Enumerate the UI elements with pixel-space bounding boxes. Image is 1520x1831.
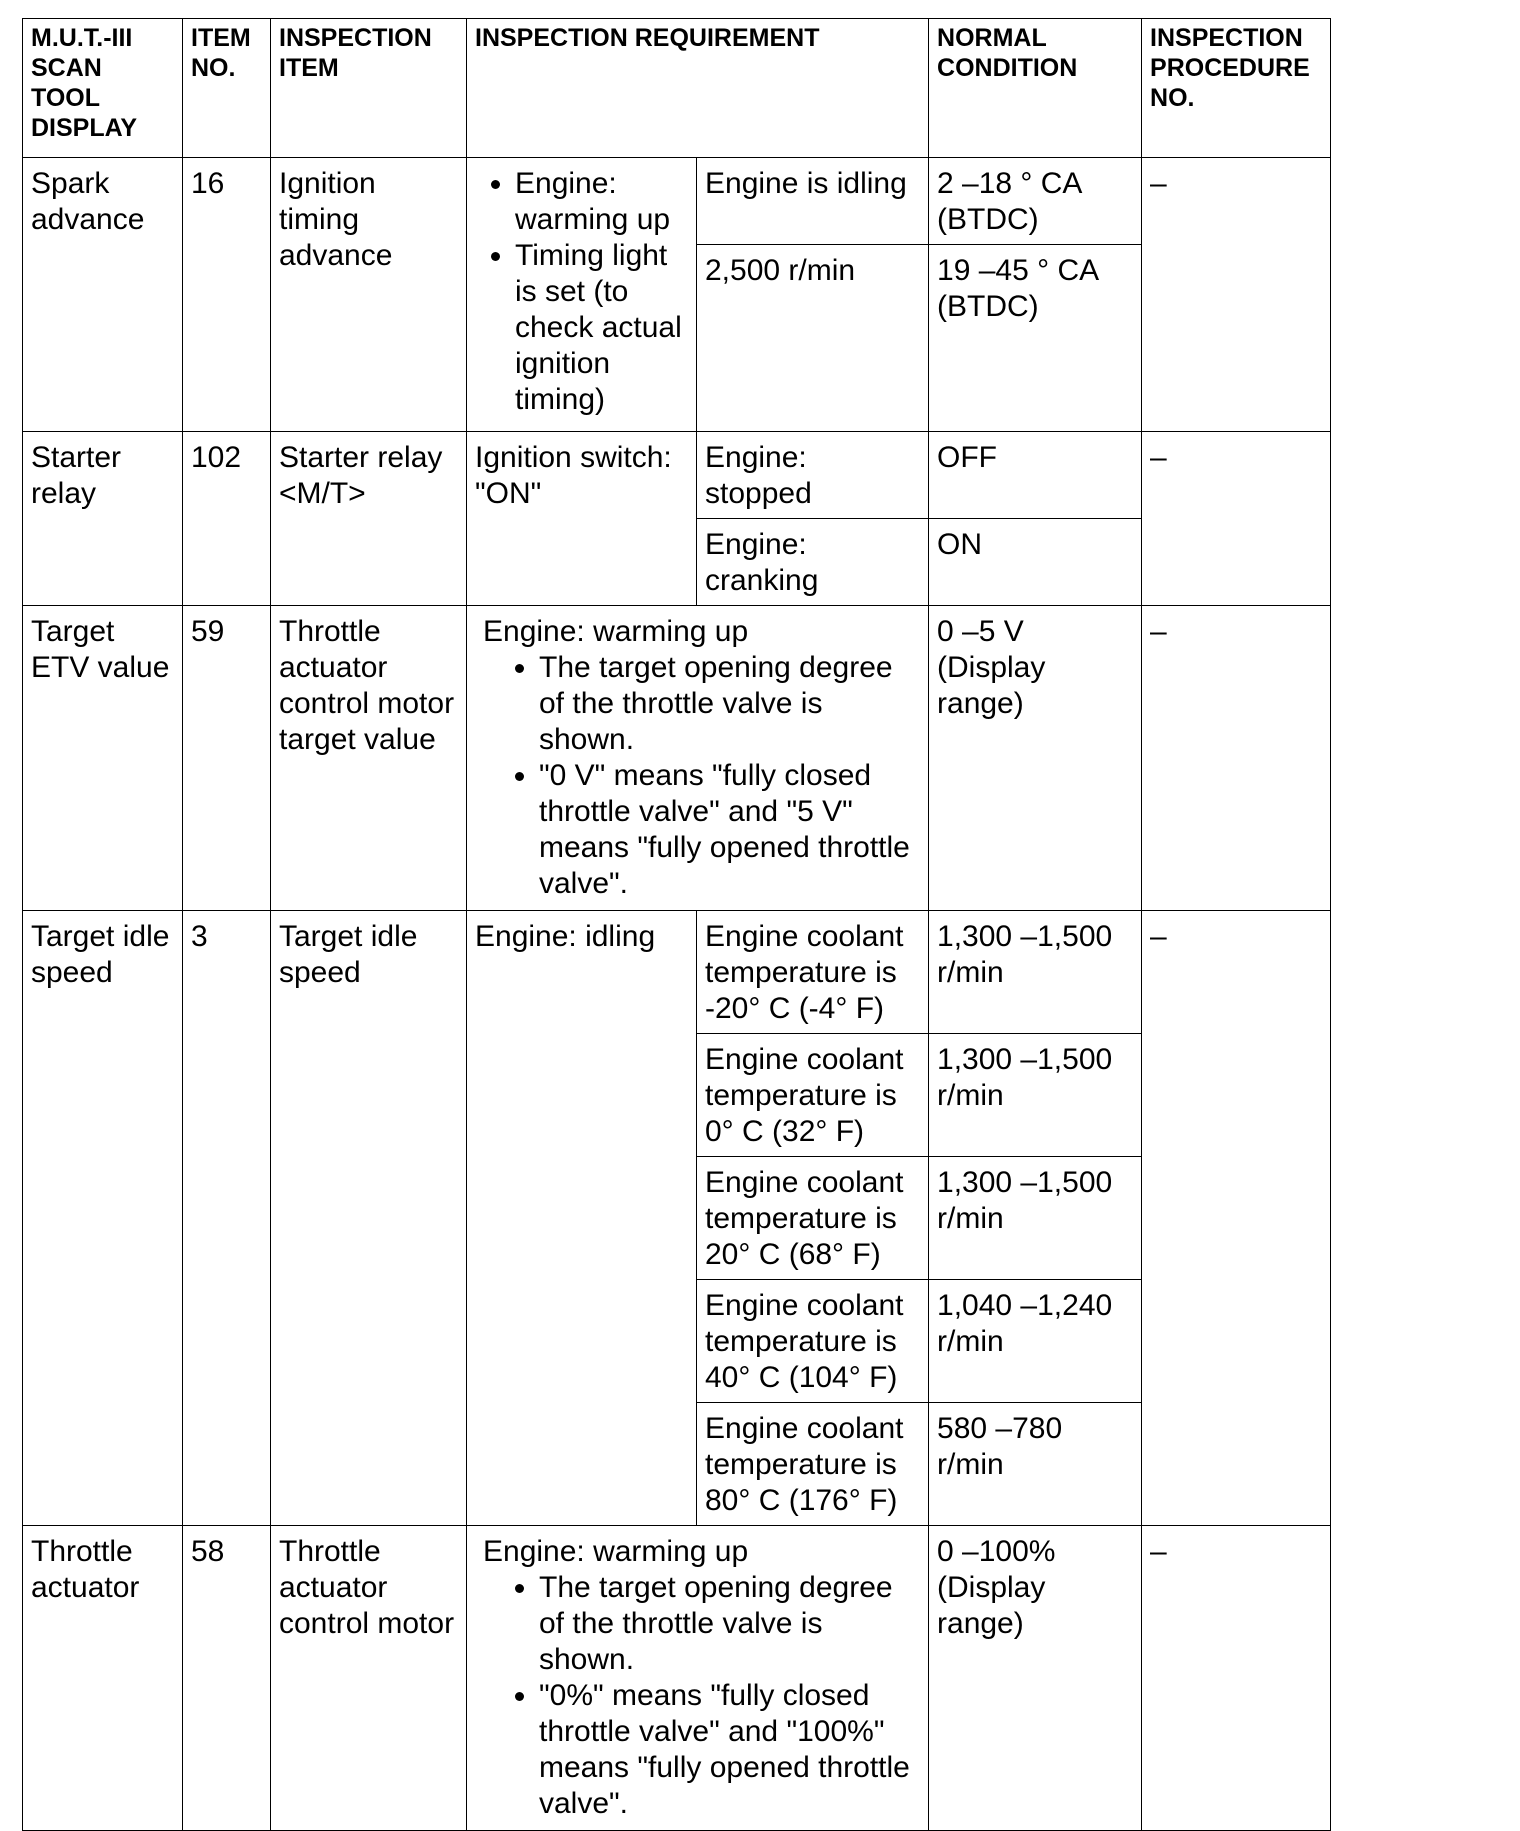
cell-normal: 1,300 –1,500 r/min bbox=[929, 911, 1142, 1034]
cell-display: Target ETV value bbox=[23, 606, 183, 911]
cell-item-no: 3 bbox=[183, 911, 271, 1526]
cell-condition: 2,500 r/min bbox=[697, 245, 929, 432]
cell-display: Spark advance bbox=[23, 158, 183, 432]
cell-condition: Engine: cranking bbox=[697, 519, 929, 606]
table-row bbox=[23, 158, 1331, 245]
requirement-bullets bbox=[475, 1570, 920, 1822]
cell-display: Throttle actuator bbox=[23, 1526, 183, 1831]
cell-procedure: – bbox=[1142, 911, 1331, 1526]
cell-condition: Engine coolant temperature is 20° C (68° F) bbox=[697, 1157, 929, 1280]
requirement-bullets bbox=[475, 166, 688, 418]
cell-normal: 1,300 –1,500 r/min bbox=[929, 1034, 1142, 1157]
table-row bbox=[23, 911, 1331, 1034]
cell-requirement: Ignition switch: "ON" bbox=[467, 432, 697, 606]
cell-item-no: 58 bbox=[183, 1526, 271, 1831]
list-item: • Engine: warming up bbox=[515, 166, 688, 238]
list-item: • "0 V" means "fully closed throttle valve" and "5 V" means "fully opened throttle valve". bbox=[539, 758, 920, 902]
list-item: • The target opening degree of the throttle valve is shown. bbox=[539, 1570, 920, 1678]
header-procedure: INSPECTION PROCEDURE NO. bbox=[1142, 19, 1331, 158]
cell-item-no: 16 bbox=[183, 158, 271, 432]
cell-normal: 0 –5 V (Display range) bbox=[929, 606, 1142, 911]
cell-condition: Engine coolant temperature is 0° C (32° F) bbox=[697, 1034, 929, 1157]
cell-item-no: 102 bbox=[183, 432, 271, 606]
cell-normal: OFF bbox=[929, 432, 1142, 519]
cell-normal: 1,040 –1,240 r/min bbox=[929, 1280, 1142, 1403]
header-display: M.U.T.-III SCAN TOOL DISPLAY bbox=[23, 19, 183, 158]
table-row bbox=[23, 606, 1331, 911]
cell-normal: ON bbox=[929, 519, 1142, 606]
cell-procedure: – bbox=[1142, 606, 1331, 911]
header-normal: NORMAL CONDITION bbox=[929, 19, 1142, 158]
cell-condition: Engine is idling bbox=[697, 158, 929, 245]
cell-requirement bbox=[467, 1526, 929, 1831]
cell-requirement: Engine: idling bbox=[467, 911, 697, 1526]
cell-condition: Engine coolant temperature is -20° C (-4° F) bbox=[697, 911, 929, 1034]
table-row bbox=[23, 432, 1331, 519]
cell-normal: 0 –100% (Display range) bbox=[929, 1526, 1142, 1831]
cell-item: Ignition timing advance bbox=[271, 158, 467, 432]
cell-item: Starter relay <M/T> bbox=[271, 432, 467, 606]
cell-normal: 1,300 –1,500 r/min bbox=[929, 1157, 1142, 1280]
list-item: • "0%" means "fully closed throttle valve" and "100%" means "fully opened throttle valve". bbox=[539, 1678, 920, 1822]
cell-display: Starter relay bbox=[23, 432, 183, 606]
header-requirement: INSPECTION REQUIREMENT bbox=[467, 19, 929, 158]
cell-condition: Engine coolant temperature is 80° C (176° F) bbox=[697, 1403, 929, 1526]
cell-procedure: – bbox=[1142, 1526, 1331, 1831]
header-item: INSPECTION ITEM bbox=[271, 19, 467, 158]
requirement-lead: Engine: warming up bbox=[483, 1535, 749, 1568]
cell-procedure: – bbox=[1142, 158, 1331, 432]
cell-item: Target idle speed bbox=[271, 911, 467, 1526]
cell-item: Throttle actuator control motor target value bbox=[271, 606, 467, 911]
inspection-table bbox=[22, 18, 1331, 1831]
table-row bbox=[23, 1526, 1331, 1831]
header-row bbox=[23, 19, 1331, 158]
cell-normal: 2 –18 ° CA (BTDC) bbox=[929, 158, 1142, 245]
cell-normal: 19 –45 ° CA (BTDC) bbox=[929, 245, 1142, 432]
requirement-lead: Engine: warming up bbox=[483, 615, 749, 648]
cell-requirement bbox=[467, 158, 697, 432]
cell-condition: Engine: stopped bbox=[697, 432, 929, 519]
cell-procedure: – bbox=[1142, 432, 1331, 606]
requirement-bullets bbox=[475, 650, 920, 902]
header-item-no: ITEM NO. bbox=[183, 19, 271, 158]
cell-requirement bbox=[467, 606, 929, 911]
cell-display: Target idle speed bbox=[23, 911, 183, 1526]
cell-item-no: 59 bbox=[183, 606, 271, 911]
cell-item: Throttle actuator control motor bbox=[271, 1526, 467, 1831]
cell-condition: Engine coolant temperature is 40° C (104° F) bbox=[697, 1280, 929, 1403]
list-item: • The target opening degree of the throttle valve is shown. bbox=[539, 650, 920, 758]
cell-normal: 580 –780 r/min bbox=[929, 1403, 1142, 1526]
list-item: • Timing light is set (to check actual ignition timing) bbox=[515, 238, 688, 418]
